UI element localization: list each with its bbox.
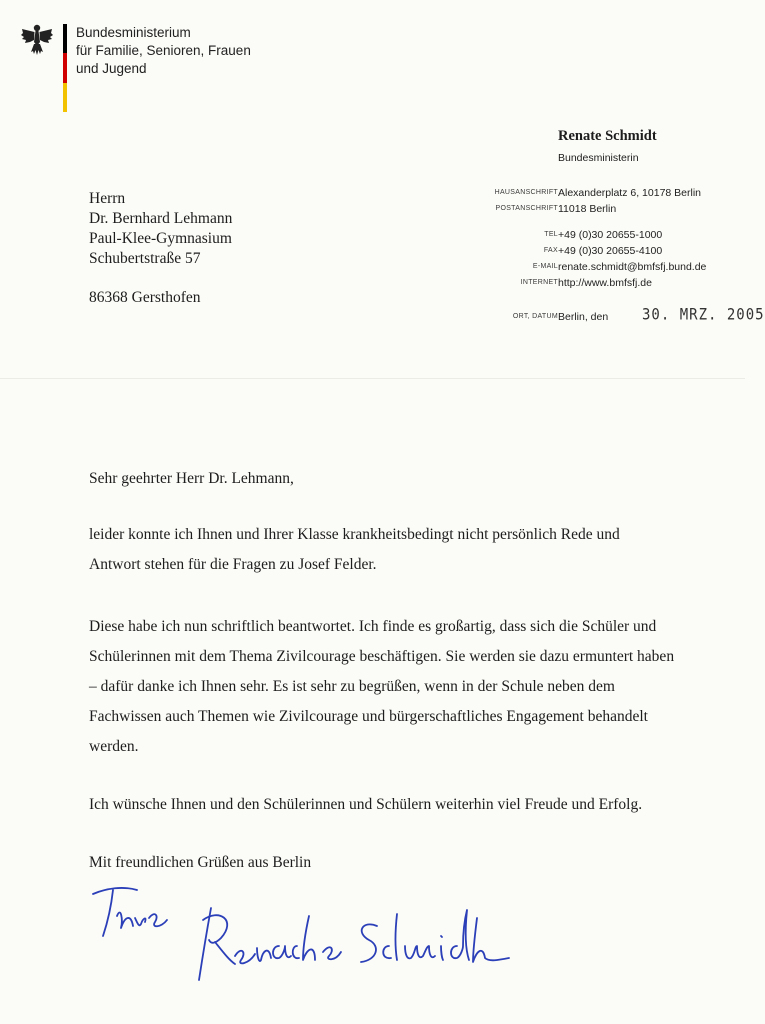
text-line: Schülerinnen mit dem Thema Zivilcourage beschäftigen. Sie werden sie dazu ermuntert haben [89, 648, 675, 665]
text-line: Fachwissen auch Themen wie Zivilcourage und bürgerschaftliches Engagement behandelt [89, 708, 648, 725]
contact-value: Alexanderplatz 6, 10178 Berlin [558, 187, 702, 199]
contact-row-postanschrift [420, 203, 740, 219]
text-line: – dafür danke ich Ihnen sehr. Es ist sehr zu begrüßen, wenn in der Schule neben dem [89, 678, 615, 695]
paragraph-2 [89, 612, 674, 762]
paper-fold-line [0, 378, 745, 379]
recipient-line: Dr. Bernhard Lehmann [89, 210, 233, 227]
contact-label: ORT, DATUM [512, 313, 558, 320]
recipient-line: Paul-Klee-Gymnasium [89, 230, 232, 247]
date-stamp: 30. MRZ. 2005 [642, 305, 765, 325]
closing: Mit freundlichen Grüßen aus Berlin [89, 854, 312, 871]
ministry-line: Bundesministerium [76, 25, 191, 40]
contact-row-internet [420, 277, 740, 293]
text-line: leider konnte ich Ihnen und Ihrer Klasse krankheitsbedingt nicht persönlich Rede und [89, 526, 620, 543]
contact-value: renate.schmidt@bmfsfj.bund.de [558, 261, 707, 273]
handwritten-signature [85, 880, 515, 1000]
contact-row-tel [420, 229, 740, 245]
sender-name: Renate Schmidt [558, 128, 657, 144]
contact-row-hausanschrift [420, 187, 740, 203]
sender-title: Bundesministerin [558, 152, 639, 164]
contact-value: 11018 Berlin [558, 203, 617, 215]
salutation: Sehr geehrter Herr Dr. Lehmann, [89, 470, 294, 487]
paragraph-1 [89, 520, 620, 580]
contact-value: Berlin, den [558, 311, 609, 323]
paragraph-3: Ich wünsche Ihnen und den Schülerinnen und Schülern weiterhin viel Freude und Erfolg. [89, 796, 643, 813]
german-flag-stripe [63, 24, 67, 112]
recipient-line: Herrn [89, 190, 126, 207]
contact-label: FAX [543, 247, 558, 254]
recipient-address [89, 189, 232, 308]
flag-gold [63, 83, 67, 112]
flag-black [63, 24, 67, 53]
contact-row-ort-datum [420, 305, 765, 327]
contact-row-email [420, 261, 740, 277]
ministry-name [76, 24, 251, 78]
text-line: werden. [89, 738, 139, 755]
text-line: Diese habe ich nun schriftlich beantwortet. Ich finde es großartig, dass sich die Schüler und [89, 618, 657, 635]
text-line: Antwort stehen für die Fragen zu Josef Felder. [89, 556, 377, 573]
recipient-line: Schubertstraße 57 [89, 250, 201, 267]
ministry-line: und Jugend [76, 61, 147, 76]
federal-eagle-icon [20, 22, 54, 56]
contact-value: +49 (0)30 20655-4100 [558, 245, 663, 257]
contact-label: HAUSANSCHRIFT [494, 189, 558, 196]
contact-label: TEL [544, 231, 558, 238]
contact-value: http://www.bmfsfj.de [558, 277, 652, 289]
recipient-city: 86368 Gersthofen [89, 289, 201, 306]
contact-label: E-MAIL [532, 263, 558, 270]
contact-label: POSTANSCHRIFT [495, 205, 558, 212]
ministry-line: für Familie, Senioren, Frauen [76, 43, 251, 58]
contact-label: INTERNET [520, 279, 558, 286]
contact-row-fax [420, 245, 740, 261]
flag-red [63, 53, 67, 82]
contact-value: +49 (0)30 20655-1000 [558, 229, 663, 241]
